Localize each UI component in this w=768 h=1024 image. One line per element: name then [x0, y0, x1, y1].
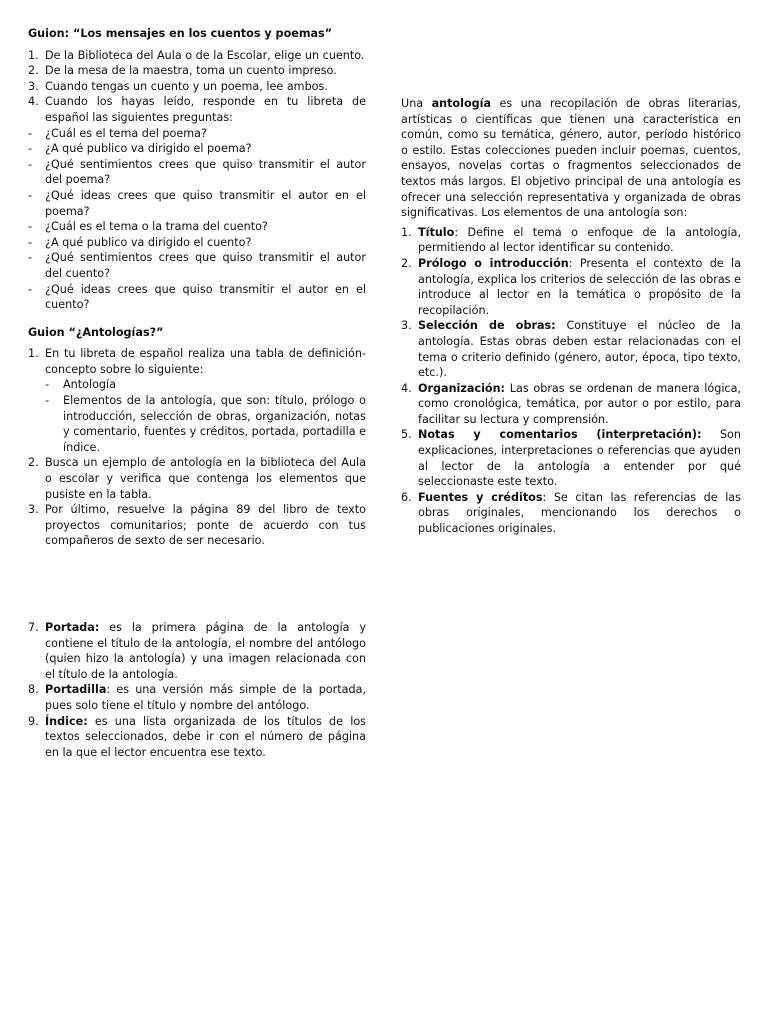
element-item: 7. Portada: es la primera página de la antología y contiene el título de la antología, el nombre del antólogo (quien hizo la antología) y una imagen relacionada con el título de la antología. — [28, 621, 366, 681]
question-item: - ¿Qué ideas crees que quiso transmitir el autor en el cuento? — [28, 282, 366, 312]
element-item: 3. Selección de obras: Constituye el núcleo de la antología. Estas obras deben estar relacionadas con el tema o criterio definido (género, autor, época, tipo texto, etc.). — [401, 319, 741, 380]
element-item: 4. Organización: Las obras se ordenan de manera lógica, como cronológica, temática, por autor o por estilo, para facilitar su lectura y comprensión. — [401, 381, 741, 426]
list-item: 1. En tu libreta de español realiza una tabla de definición-concepto sobre lo siguiente: - Antología - Elementos de la antología, que son: título, prólogo o introducción, selección de obras, organización, notas y comentario, fuentes y créditos, portada, portadilla e índice. — [28, 347, 366, 454]
elements-list-continued — [28, 620, 366, 760]
guion2-title: Guion “¿Antologías?” — [28, 325, 164, 339]
sub-item: - Antología — [45, 378, 116, 392]
elements-list — [401, 225, 741, 537]
question-item: - ¿Cuál es el tema del poema? — [28, 126, 207, 140]
left-column-continued — [28, 620, 366, 760]
antologia-definition: Una antología es una recopilación de obras literarias, artísticas o científicas que tienen una característica en común, como su temática, género, autor, período histórico o estilo. Estas colecciones pueden incluir poemas, cuentos, ensayos, novelas cortas o fragmentos seleccionados de textos más largos. El objetivo principal de una antología es ofrecer una selección representativa y organizada de obras significativas. Los elementos de una antología son: — [401, 97, 741, 220]
list-item: 2. Busca un ejemplo de antología en la biblioteca del Aula o escolar y verifica que contenga los elementos que pusiste en la tabla. — [28, 456, 366, 501]
list-item: 3. Cuando tengas un cuento y un poema, lee ambos. — [28, 79, 328, 93]
element-item: 2. Prólogo o introducción: Presenta el contexto de la antología, explica los criterios de selección de las obras e introduce al lector en la temática o propósito de la recopilación. — [401, 256, 741, 317]
question-item: - ¿Qué sentimientos crees que quiso transmitir el autor del cuento? — [28, 251, 366, 280]
question-item: - ¿Qué ideas crees que quiso transmitir el autor en el poema? — [28, 188, 366, 218]
question-item: - ¿A qué publico va dirigido el poema? — [28, 142, 252, 156]
list-item: 1. De la Biblioteca del Aula o de la Escolar, elige un cuento. — [28, 48, 365, 62]
element-item: 1. Título: Define el tema o enfoque de la antología, permitiendo al lector identificar su contenido. — [401, 225, 741, 255]
guion1-questions — [28, 126, 366, 313]
question-item: - ¿Qué sentimientos crees que quiso transmitir el autor del poema? — [28, 157, 366, 187]
element-item: 6. Fuentes y créditos: Se citan las referencias de las obras originales, mencionando los derechos o publicaciones originales. — [401, 490, 741, 536]
list-item: 2. De la mesa de la maestra, toma un cuento impreso. — [28, 64, 337, 78]
sub-item: - Elementos de la antología, que son: título, prólogo o introducción, selección de obras, organización, notas y comentario, fuentes y créditos, portada, portadilla e índice. — [45, 394, 366, 454]
element-item: 8. Portadilla: es una versión más simple de la portada, pues solo tiene el título y nombre del antólogo. — [28, 683, 366, 712]
list-item: 4. Cuando los hayas leído, responde en tu libreta de español las siguientes preguntas: — [28, 95, 366, 124]
element-item: 9. Índice: es una lista organizada de los títulos de los textos seleccionados, debe ir con el número de página en la que el lector encuentra ese texto. — [28, 714, 366, 759]
guion2-steps — [28, 346, 366, 549]
element-item: 5. Notas y comentarios (interpretación): Son explicaciones, interpretaciones o referencias que ayuden al lector de la antología a entender por qué seleccionaste este texto. — [401, 428, 741, 489]
question-item: - ¿A qué publico va dirigido el cuento? — [28, 235, 252, 249]
guion2-subitems — [45, 377, 366, 455]
left-column — [28, 26, 366, 549]
question-item: - ¿Cuál es el tema o la trama del cuento? — [28, 220, 268, 234]
right-column — [401, 96, 741, 537]
guion1-title: Guion: “Los mensajes en los cuentos y poemas” — [28, 27, 333, 40]
list-item: 3. Por último, resuelve la página 89 del libro de texto proyectos comunitarios; ponte de acuerdo con tus compañeros de sexto de ser necesario. — [28, 503, 366, 548]
guion1-steps — [28, 48, 366, 126]
